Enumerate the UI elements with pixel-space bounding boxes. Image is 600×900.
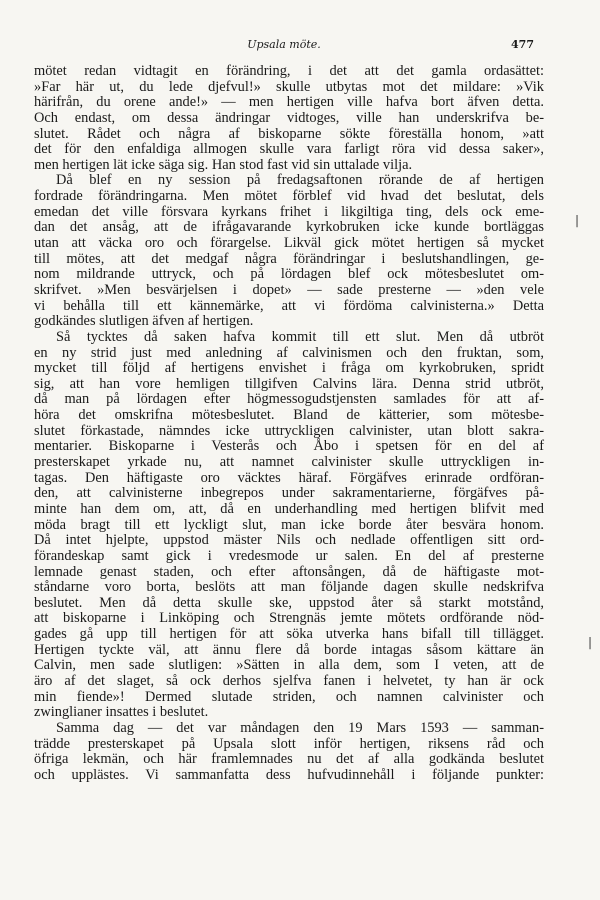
text-line: möda bragt till ett lyckligt slut, man icke borde åter besvära honom. (34, 516, 544, 533)
text-line: höra det omskrifna mötesbeslutet. Bland de kätterier, som mötesbe- (34, 407, 544, 424)
text-line: »Far här ut, du lede djefvul!» skulle utbytas mot det mildare: »Vik (34, 78, 544, 95)
text-line: att biskoparne i Linköping och Strengnäs jemte mötets ordförande nöd- (34, 610, 544, 627)
text-line: ståndarne voro borta, beslöts att man följande dagen skulle nedskrifva (34, 579, 544, 596)
text-line: Så tycktes då saken hafva kommit till ett slut. Men då utbröt (56, 328, 544, 345)
text-line: härifrån, du orene ande!» — men hertigen ville hafva bort äfven detta. (34, 94, 544, 111)
text-line: dan det ansåg, att de ifrågavarande kyrkobruken icke kunde bortläggas (34, 219, 544, 236)
text-line: Då intet hjelpte, uppstod mäster Nils och nedlade offentligen sitt ord- (34, 532, 544, 549)
text-line: men hertigen lät icke säga sig. Han stod fast vid sin uttalade vilja. (34, 156, 413, 173)
text-line: den, att calvinisterne inbegrepos under sakramentarierne, förgäfves på- (34, 485, 544, 502)
body-text (34, 64, 544, 783)
text-line: presterskapet yrkade nu, att namnet calvinister skulle uttryckligen in- (34, 454, 544, 471)
running-title: Upsala möte. (247, 38, 321, 51)
text-line: en ny strid just med anledning af calvinismen och den fruktan, som, (34, 344, 544, 361)
page-header (34, 38, 534, 56)
text-line: slutet förkastade, nämndes icke uttryckligen calvinister, utan blott sakra- (34, 422, 544, 439)
text-line: beslutet. Men då detta skulle ske, uppstod åter så starkt motstånd, (34, 594, 544, 611)
text-line: Hertigen tyckte väl, att ännu flere då borde intagas såsom kättare än (34, 641, 544, 658)
text-line: tagas. Den häftigaste oro väcktes häraf. Förgäfves erinrade ordföran- (34, 469, 544, 486)
margin-mark: | (588, 635, 593, 649)
text-line: min fiende»! Dermed slutade striden, och namnen calvinister och (34, 688, 544, 705)
text-line: då man på lördagen efter högmessogudstjensten samlades för att af- (34, 391, 544, 408)
text-line: zwinglianer insattes i beslutet. (34, 704, 209, 721)
text-line: slutet. Rådet och några af biskoparne sökte föreställa honom, »att (34, 125, 544, 142)
text-line: och upplästes. Vi sammanfatta dess hufvudinnehåll i följande punkter: (34, 766, 544, 783)
page-number: 477 (511, 38, 534, 51)
text-line: lemnade genast staden, och efter aftonsången, då de häftigaste mot- (34, 563, 544, 580)
text-line: skrifvet. »Men besvärjelsen i dopet» — sade presterne — »den vele (34, 281, 544, 298)
text-line: det för den enfaldiga allmogen skulle vara farligt röra vid dessa saker», (34, 141, 544, 158)
text-line: Då blef en ny session på fredagsaftonen rörande de af hertigen (56, 172, 544, 189)
text-line: äro af det slaget, så ock derhos sjelfva fanen i helvetet, ty han är ock (34, 672, 544, 689)
text-line: godkändes slutligen äfven af hertigen. (34, 313, 254, 330)
text-line: Calvin, men sade slutligen: »Sätten in alla dem, som I veten, att de (34, 657, 544, 674)
text-line: vi behålla till ett kännemärke, att vi fördöma calvinisterna.» Detta (34, 297, 544, 314)
text-line: utan att väcka oro och förargelse. Likväl gick mötet hertigen så mycket (34, 235, 544, 252)
text-line: gades gå upp till hertigen för att söka utverka hans bifall till tillägget. (34, 626, 544, 643)
text-line: mötet redan vidtagit en förändring, i det att det gamla ordasättet: (34, 63, 544, 79)
text-line: emedan det ville försvara kyrkans frihet i likgiltiga ting, dels ock eme- (34, 203, 544, 220)
margin-mark: | (575, 213, 580, 227)
text-line: Samma dag — det var måndagen den 19 Mars 1593 — samman- (56, 719, 544, 736)
text-line: minte han dem om, att, då en underhandling med hertigen blifvit med (34, 500, 544, 517)
text-line: mycket till följd af hertigens envishet i fråga om kyrkobruken, spridt (34, 360, 544, 377)
text-line: trädde presterskapet på Upsala slott inför hertigen, riksens råd och (34, 735, 544, 752)
text-line: till mötes, att det medgaf några förändringar i beslutshandlingen, ge- (34, 250, 544, 267)
text-line: sig, att han vore hemligen tillgifven Calvins lära. Denna strid utbröt, (34, 375, 544, 392)
text-line: öfriga lekmän, och här framlemnades nu det af alla godkända beslutet (34, 751, 544, 768)
text-line: Och endast, om dessa ändringar vidtoges, ville han underskrifva be- (34, 109, 544, 126)
text-line: förandeskap samt gick i vredesmode ur salen. En del af presterne (34, 547, 544, 564)
text-line: fordrade förändringarna. Men mötet förblef vid hvad det beslutat, dels (34, 188, 544, 205)
text-line: mentarier. Biskoparne i Vesterås och Åbo i spetsen för en del af (34, 438, 544, 455)
text-line: nom mildrande uttryck, och på lördagen blef ock mötesbeslutet om- (34, 266, 544, 283)
